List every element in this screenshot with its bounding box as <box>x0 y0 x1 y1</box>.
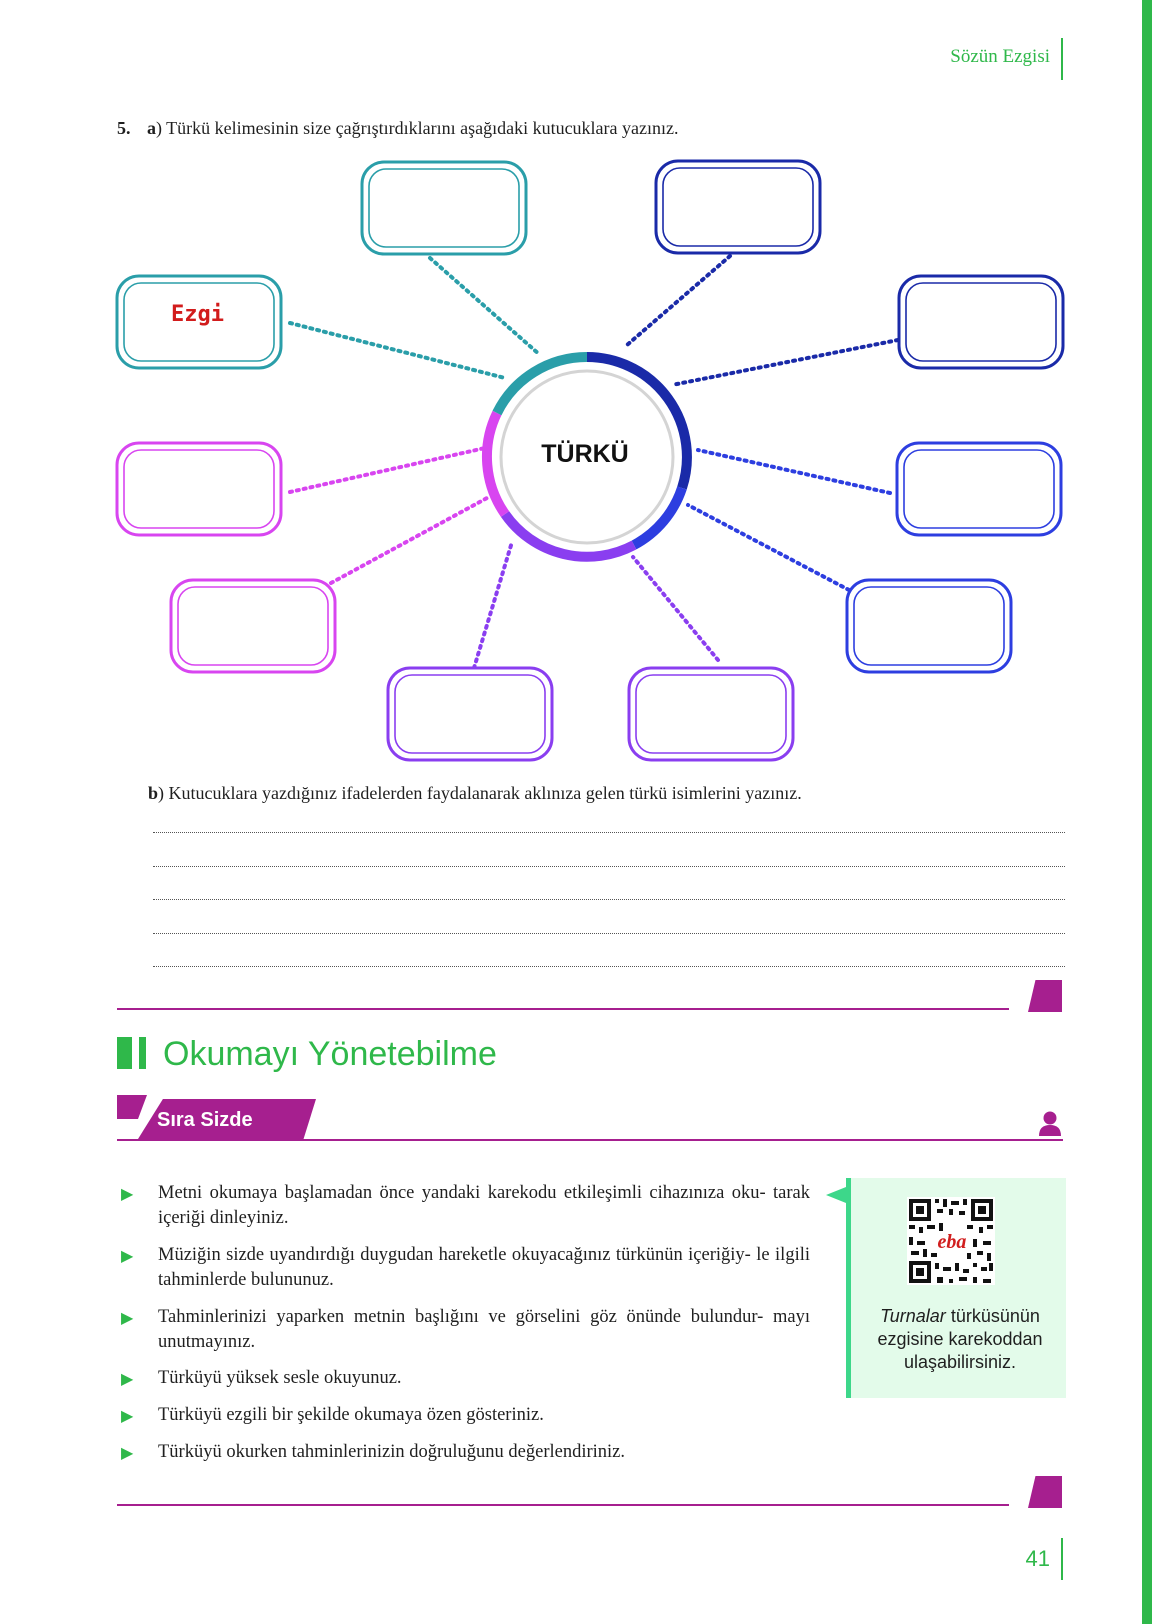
part-a-text: ) Türkü kelimesinin size çağrıştırdıklarını aşağıdaki kutucuklara yazınız. <box>156 118 679 138</box>
page-number: 41 <box>1025 1546 1050 1571</box>
part-b-letter: b <box>148 783 159 803</box>
qr-code-icon[interactable] <box>907 1197 995 1285</box>
footer-divider <box>1061 1538 1063 1580</box>
filled-answer-text: Ezgi <box>171 302 224 327</box>
qr-caption-song: Turnalar <box>880 1306 946 1326</box>
connector-line <box>633 557 718 660</box>
running-header-title: Sözün Ezgisi <box>950 46 1050 67</box>
bullet-item: Müziğin sizde uyandırdığı duygudan hareketle okuyacağınız türkünün içeriğiy- le ilgili tahminlerde bulununuz. <box>158 1245 810 1290</box>
connector-line <box>430 258 540 355</box>
connector-line <box>290 448 485 492</box>
answer-box <box>117 443 281 535</box>
answer-line[interactable] <box>153 899 1065 900</box>
center-word: TÜRKÜ <box>541 440 629 468</box>
connector-line <box>627 256 730 345</box>
answer-box <box>899 276 1063 368</box>
qr-caption <box>860 1305 1060 1374</box>
section-marker-icon <box>117 1037 132 1069</box>
bullet-arrow-icon: ▶ <box>121 1310 134 1327</box>
mind-map-diagram <box>0 0 1152 780</box>
answer-line[interactable] <box>153 966 1065 967</box>
connector-line <box>672 340 898 385</box>
eba-logo: eba <box>937 1231 967 1253</box>
connector-line <box>290 323 505 378</box>
tab-accent <box>117 1095 147 1119</box>
question-part-b <box>148 783 802 804</box>
bullet-item: Türküyü yüksek sesle okuyunuz. <box>158 1368 402 1388</box>
answer-box <box>629 668 793 760</box>
answer-box <box>897 443 1061 535</box>
section-title: Okumayı Yönetebilme <box>163 1035 497 1073</box>
answer-line[interactable] <box>153 832 1065 833</box>
answer-line[interactable] <box>153 866 1065 867</box>
answer-line[interactable] <box>153 933 1065 934</box>
bullet-arrow-icon: ▶ <box>121 1371 134 1388</box>
connector-line <box>688 505 849 590</box>
connector-line <box>474 542 512 668</box>
answer-box <box>362 162 526 254</box>
bullet-arrow-icon: ▶ <box>121 1186 134 1203</box>
connector-line <box>331 498 487 583</box>
bullet-item: Türküyü okurken tahminlerinizin doğruluğunu değerlendiriniz. <box>158 1442 626 1462</box>
bullet-item: Tahminlerinizi yaparken metnin başlığını ve görselini göz önünde bulundur- mayı unutmayınız. <box>158 1307 810 1352</box>
tab-underline <box>117 1139 1063 1141</box>
qr-pointer-icon <box>826 1187 846 1203</box>
bullet-item: Metni okumaya başlamadan önce yandaki karekodu etkileşimli cihazınıza oku- tarak içeriği dinleyiniz. <box>158 1183 810 1228</box>
bullet-item: Türküyü ezgili bir şekilde okumaya özen gösteriniz. <box>158 1405 544 1425</box>
question-number: 5. <box>117 118 131 138</box>
individual-activity-icon <box>1038 1110 1062 1136</box>
bullet-arrow-icon: ▶ <box>121 1408 134 1425</box>
answer-box <box>388 668 552 760</box>
part-a-letter: a <box>147 118 156 138</box>
qr-caption-text: türküsünün ezgisine karekoddan ulaşabilirsiniz. <box>877 1306 1043 1372</box>
bullet-arrow-icon: ▶ <box>121 1248 134 1265</box>
corner-tab <box>1028 1476 1062 1508</box>
part-b-text: ) Kutucuklara yazdığınız ifadelerden faydalanarak aklınıza gelen türkü isimlerini yazınız. <box>158 783 802 803</box>
connector-line <box>698 450 890 493</box>
answer-box <box>847 580 1011 672</box>
section-divider <box>117 1008 1009 1010</box>
section-marker-icon <box>139 1037 146 1069</box>
answer-box <box>171 580 335 672</box>
qr-panel-accent <box>846 1178 851 1398</box>
bullet-arrow-icon: ▶ <box>121 1445 134 1462</box>
answer-box <box>656 161 820 253</box>
corner-tab <box>1028 980 1062 1012</box>
sira-sizde-label: Sıra Sizde <box>157 1109 253 1131</box>
section-divider <box>117 1504 1009 1506</box>
